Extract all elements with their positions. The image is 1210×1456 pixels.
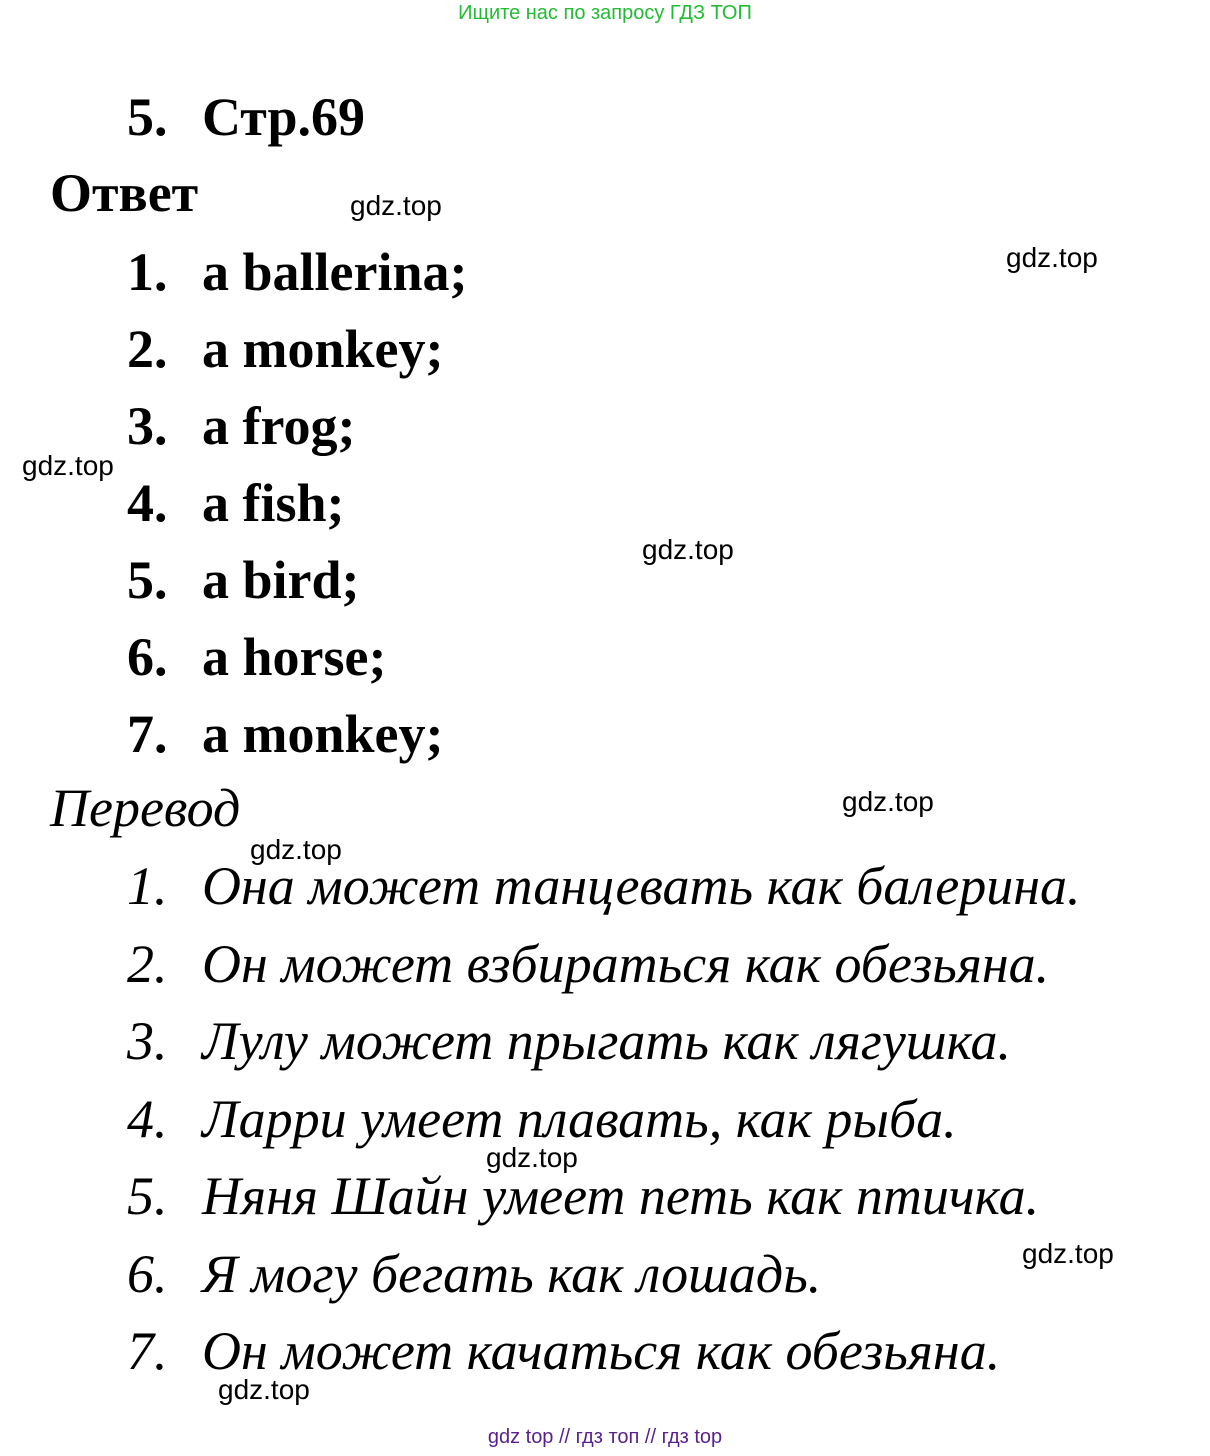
watermark: gdz.top bbox=[842, 786, 934, 817]
answer-item bbox=[127, 696, 468, 773]
answer-number: 7. bbox=[127, 704, 168, 764]
translation-number: 1. bbox=[127, 856, 168, 916]
watermark: gdz.top bbox=[642, 534, 734, 565]
answer-text: a bird; bbox=[202, 550, 360, 610]
page-heading bbox=[127, 82, 365, 152]
translation-text: Ларри умеет плавать, как рыба. bbox=[202, 1088, 957, 1149]
translation-text: Он может качаться как обезьяна. bbox=[202, 1321, 1001, 1381]
watermark: gdz.top bbox=[1006, 242, 1098, 273]
answer-number: 2. bbox=[127, 319, 168, 379]
watermark: gdz.top bbox=[22, 450, 114, 481]
watermark: gdz.top bbox=[1022, 1238, 1114, 1269]
translation-number: 6. bbox=[127, 1243, 168, 1304]
answer-list bbox=[127, 234, 468, 773]
answer-item bbox=[127, 619, 468, 696]
answer-item bbox=[127, 542, 468, 619]
translation-item bbox=[127, 1236, 1081, 1314]
answer-number: 6. bbox=[127, 627, 168, 687]
watermark: gdz.top bbox=[218, 1374, 310, 1405]
translation-list bbox=[127, 848, 1081, 1391]
answer-item bbox=[127, 388, 468, 465]
heading-text: Стр.69 bbox=[202, 87, 366, 147]
translation-number: 2. bbox=[127, 933, 168, 994]
answer-text: a ballerina; bbox=[202, 242, 468, 302]
translation-text: Я могу бегать как лошадь. bbox=[202, 1243, 822, 1304]
translation-number: 7. bbox=[127, 1321, 168, 1381]
answer-number: 3. bbox=[127, 396, 168, 456]
answer-item bbox=[127, 465, 468, 542]
answer-number: 4. bbox=[127, 473, 168, 533]
top-banner: Ищите нас по запросу ГДЗ ТОП bbox=[458, 2, 752, 24]
footer-links[interactable]: gdz top // гдз топ // гдз top bbox=[487, 1426, 723, 1448]
answer-number: 1. bbox=[127, 242, 168, 302]
translation-text: Он может взбираться как обезьяна. bbox=[202, 933, 1050, 994]
translation-number: 4. bbox=[127, 1088, 168, 1149]
translation-number: 5. bbox=[127, 1166, 168, 1226]
translation-number: 3. bbox=[127, 1011, 168, 1071]
translation-item bbox=[127, 1158, 1081, 1236]
translation-text: Няня Шайн умеет петь как птичка. bbox=[202, 1166, 1040, 1226]
answer-item bbox=[127, 234, 468, 311]
answer-number: 5. bbox=[127, 550, 168, 610]
translation-item bbox=[127, 1081, 1081, 1159]
answer-title: Ответ bbox=[50, 163, 199, 223]
translation-item bbox=[127, 1003, 1081, 1081]
watermark: gdz.top bbox=[350, 190, 442, 221]
answer-text: a fish; bbox=[202, 473, 345, 533]
heading-number: 5. bbox=[127, 87, 168, 147]
translation-title: Перевод bbox=[50, 778, 241, 838]
translation-text: Лулу может прыгать как лягушка. bbox=[202, 1011, 1012, 1071]
answer-text: a monkey; bbox=[202, 704, 444, 764]
watermark: gdz.top bbox=[486, 1142, 578, 1173]
translation-text: Она может танцевать как балерина. bbox=[202, 856, 1081, 916]
answer-text: a monkey; bbox=[202, 319, 444, 379]
answer-item bbox=[127, 311, 468, 388]
answer-text: a frog; bbox=[202, 396, 356, 456]
watermark: gdz.top bbox=[250, 834, 342, 865]
translation-item bbox=[127, 926, 1081, 1004]
answer-text: a horse; bbox=[202, 627, 387, 687]
